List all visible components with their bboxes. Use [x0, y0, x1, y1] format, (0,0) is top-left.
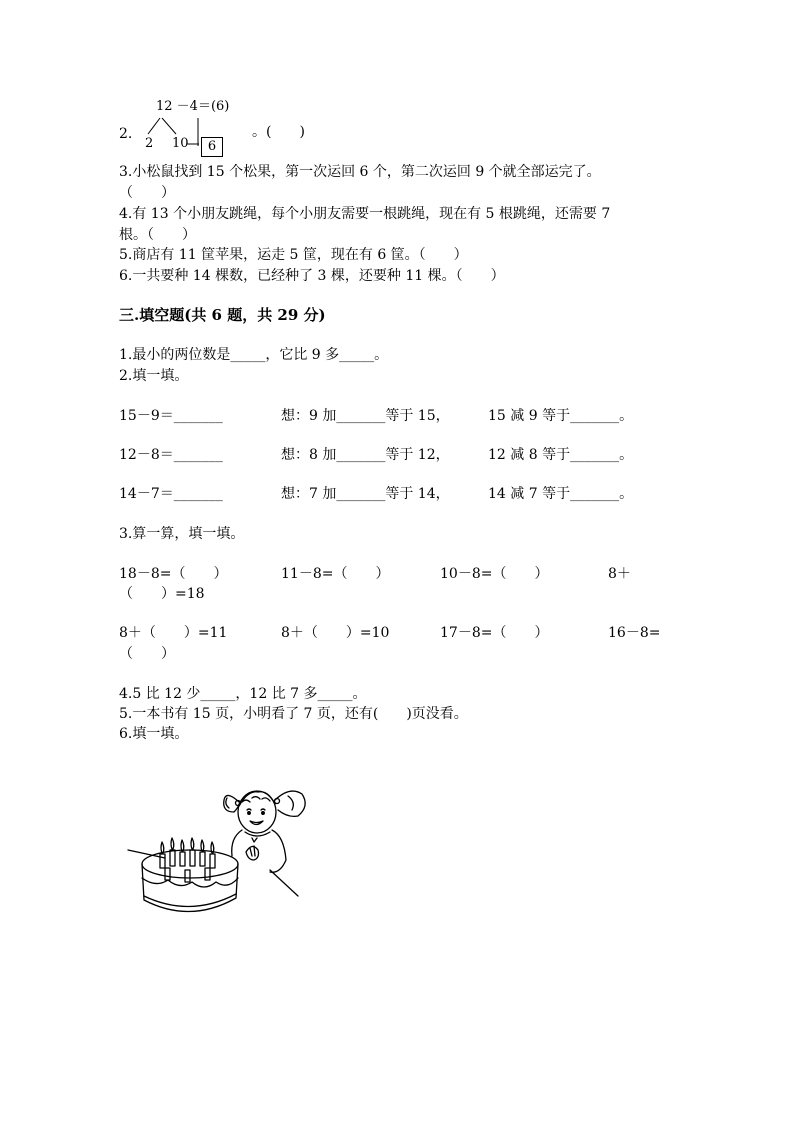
fill-q5: 5.一本书有 15 页，小明看了 7 页，还有( )页没看。 [119, 706, 468, 722]
fill-q6: 6.填一填。 [119, 726, 189, 742]
calc-row-1-item-1: 18－8=（ ） [119, 566, 228, 582]
fill-row-1-a: 15－9＝_______ [119, 408, 223, 424]
connector-line [187, 143, 199, 147]
judge-item-6: 6.一共要种 14 棵数，已经种了 3 棵，还要种 11 棵。（ ） [119, 268, 505, 284]
q2-left-part: 2 [145, 136, 154, 151]
calc-row-2-item-1: 8＋（ ）=11 [119, 625, 228, 641]
fill-row-2-a: 12－8＝_______ [119, 447, 223, 463]
calc-row-2-item-4: 16－8= [608, 625, 661, 641]
fill-q4: 4.5 比 12 少_____，12 比 7 多_____。 [119, 686, 367, 702]
calc-row-1-wrap: （ ）=18 [119, 586, 205, 602]
q2-number: 2. [119, 126, 133, 142]
section-3-title: 三.填空题(共 6 题，共 29 分) [119, 306, 326, 324]
calc-row-1-item-4: 8＋ [608, 566, 631, 582]
fill-row-1-c: 15 减 9 等于_______。 [488, 408, 634, 424]
fill-row-1-b: 想：9 加_______等于 15， [281, 408, 450, 424]
fill-row-3-a: 14－7＝_______ [119, 486, 223, 502]
calc-row-2-wrap: （ ） [119, 646, 175, 662]
fill-row-3-b: 想：7 加_______等于 14， [281, 486, 450, 502]
fill-q1: 1.最小的两位数是_____，它比 9 多_____。 [119, 347, 389, 363]
judge-item-4-cont: 根。（ ） [119, 227, 196, 243]
q2-equation: 12 －4＝(6) [156, 99, 230, 114]
fill-q2: 2.填一填。 [119, 368, 189, 384]
calc-row-1-item-3: 10－8=（ ） [440, 566, 549, 582]
judge-item-4: 4.有 13 个小朋友跳绳，每个小朋友需要一根跳绳，现在有 5 根跳绳，还需要 7 [119, 206, 611, 222]
fill-q3: 3.算一算，填一填。 [119, 526, 245, 542]
calc-row-1-item-2: 11－8=（ ） [281, 566, 390, 582]
fill-row-2-c: 12 减 8 等于_______。 [488, 447, 634, 463]
calc-row-2-item-2: 8＋（ ）=10 [281, 625, 390, 641]
fill-row-3-c: 14 减 7 等于_______。 [488, 486, 634, 502]
q2-right-part: 10 [172, 136, 189, 151]
judge-item-3: 3.小松鼠找到 15 个松果，第一次运回 6 个，第二次运回 9 个就全部运完了。 [119, 164, 601, 180]
fill-row-2-b: 想：8 加_______等于 12， [281, 447, 450, 463]
judge-item-3-blank: （ ） [119, 185, 175, 201]
calc-row-2-item-3: 17－8=（ ） [440, 625, 549, 641]
q2-boxed-answer: 6 [201, 137, 223, 157]
judge-item-5: 5.商店有 11 筐苹果，运走 5 筐，现在有 6 筐。（ ） [119, 247, 468, 263]
girl-with-birthday-cake-icon [120, 778, 320, 928]
q2-judge-blank: 。( ) [252, 124, 305, 140]
